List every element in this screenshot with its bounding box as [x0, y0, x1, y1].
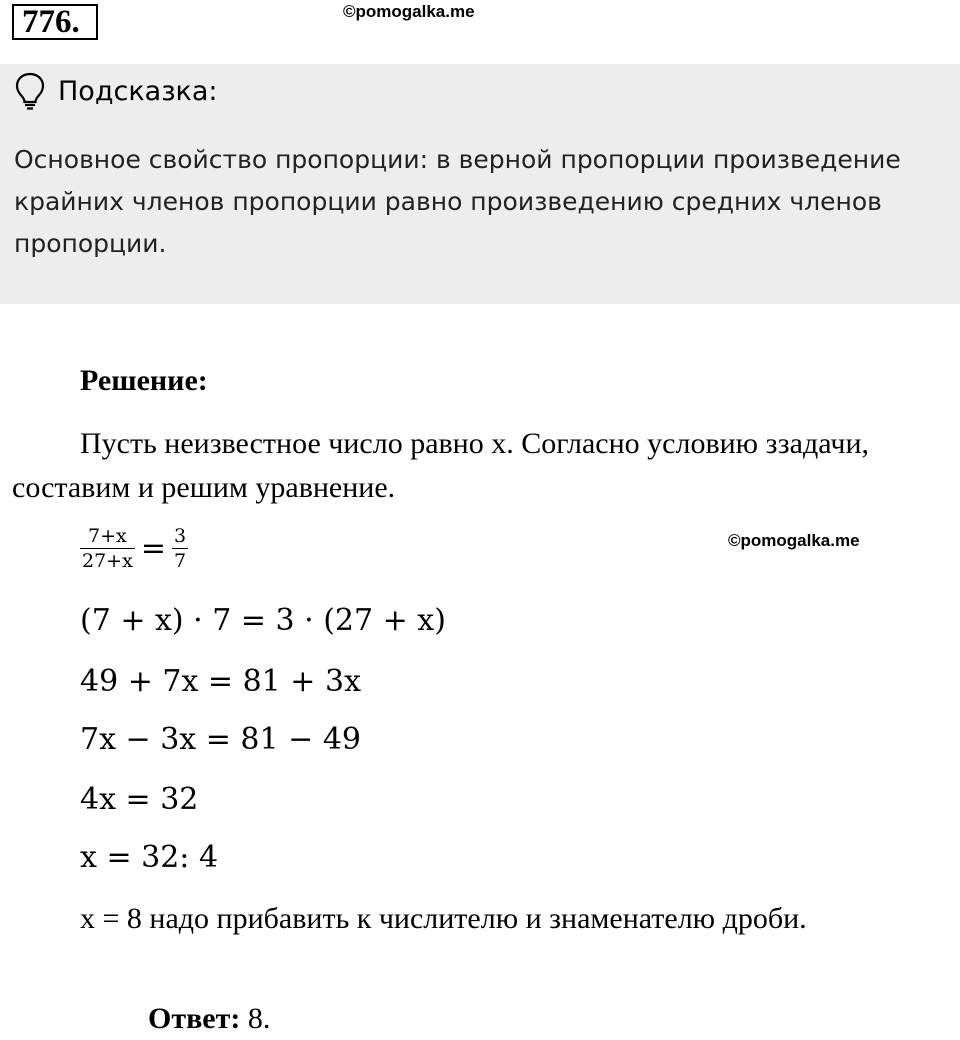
right-numerator: 3 — [173, 525, 187, 547]
watermark-middle: ©pomogalka.me — [728, 531, 860, 550]
solution-intro — [12, 422, 912, 510]
answer-label: Ответ: — [148, 1002, 241, 1035]
equation-step: x = 32: 4 — [80, 840, 219, 875]
solution-heading: Решение: — [80, 364, 208, 397]
fraction-equation — [80, 524, 188, 573]
right-denominator: 7 — [173, 550, 187, 572]
equation-step: (7 + x) · 7 = 3 · (27 + x) — [80, 603, 446, 638]
solution-intro-text: Пусть неизвестное число равно x. Согласно условию ззадачи, составим и решим уравнение. — [12, 427, 869, 504]
hint-header — [14, 72, 218, 110]
right-fraction — [172, 524, 188, 573]
problem-number: 776. — [12, 4, 98, 40]
answer — [148, 1002, 270, 1036]
left-numerator: 7+x — [88, 525, 127, 547]
answer-value: 8. — [240, 1002, 271, 1035]
left-denominator: 27+x — [82, 550, 133, 572]
solution-conclusion-text: x = 8 надо прибавить к числителю и знаменателю дроби. — [80, 902, 807, 935]
equals-sign: = — [140, 531, 166, 566]
solution-conclusion — [12, 897, 912, 941]
watermark-top: ©pomogalka.me — [343, 2, 475, 21]
equation-step: 49 + 7x = 81 + 3x — [80, 664, 361, 699]
equation-step: 7x − 3x = 81 − 49 — [80, 722, 361, 757]
hint-text: Основное свойство пропорции: в верной пропорции произведение крайних членов пропорции равно произведению средних членов пропорции. — [14, 145, 901, 258]
lightbulb-icon — [14, 72, 46, 110]
equation-step: 4x = 32 — [80, 782, 199, 817]
left-fraction — [80, 524, 135, 573]
hint-title: Подсказка: — [58, 75, 218, 107]
